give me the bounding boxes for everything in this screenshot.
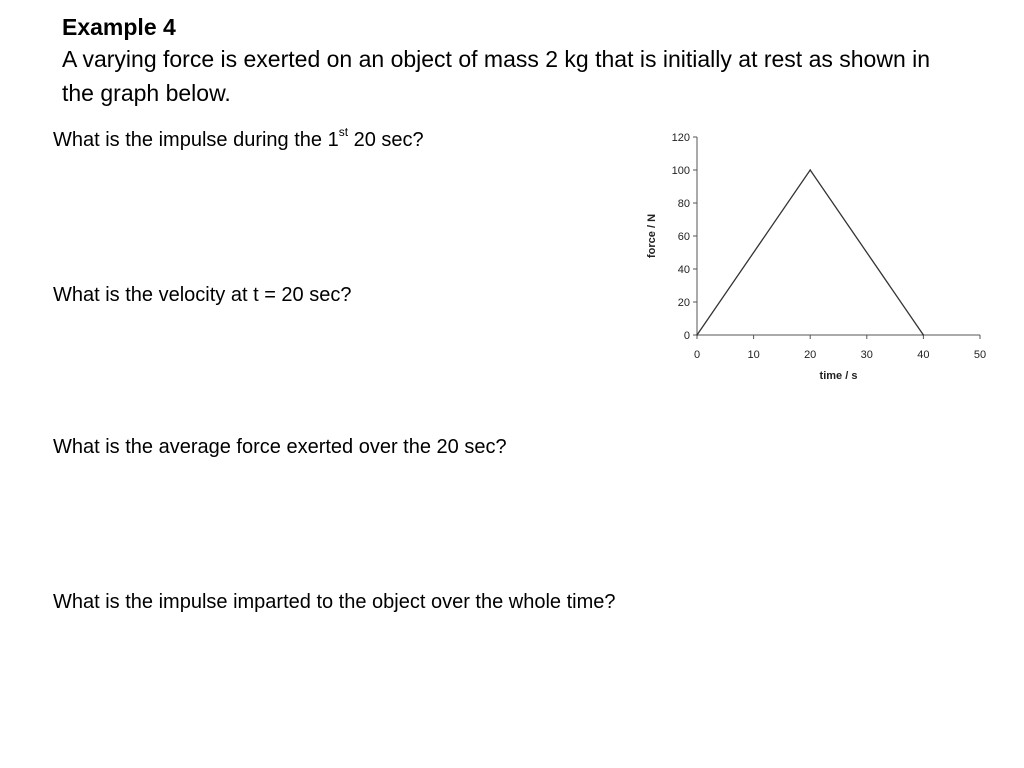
- x-tick-label: 50: [973, 349, 987, 361]
- question-velocity-at-20s: What is the velocity at t = 20 sec?: [53, 284, 352, 306]
- data-point: [696, 334, 698, 336]
- x-tick-label: 30: [860, 349, 873, 361]
- x-axis-title: time / s: [819, 370, 858, 382]
- problem-statement: A varying force is exerted on an object of mass 2 kg that is initially at rest as shown in the graph below.: [62, 46, 931, 106]
- x-tick-label: 40: [917, 349, 930, 361]
- force-time-chart-svg: [630, 120, 1010, 395]
- question-1-text-start: What is the impulse during the 1: [53, 129, 339, 151]
- example-title: Example 4: [62, 14, 176, 40]
- y-tick-label: 20: [677, 297, 690, 309]
- x-tick-label: 20: [804, 349, 817, 361]
- data-point: [809, 169, 811, 171]
- data-point: [923, 334, 925, 336]
- y-axis-title: force / N: [646, 213, 658, 259]
- question-average-force: What is the average force exerted over the 20 sec?: [53, 436, 507, 458]
- y-tick-label: 120: [671, 132, 690, 144]
- question-total-impulse: What is the impulse imparted to the object over the whole time?: [53, 591, 616, 613]
- y-tick-label: 80: [677, 198, 690, 210]
- slide-header: [62, 12, 962, 110]
- y-tick-label: 0: [683, 330, 690, 342]
- question-impulse-first-20s: [53, 127, 424, 153]
- question-1-text-end: 20 sec?: [348, 129, 424, 151]
- y-tick-label: 100: [671, 165, 690, 177]
- force-series-line: [697, 170, 923, 335]
- force-time-chart: [630, 120, 1010, 395]
- x-tick-label: 10: [747, 349, 760, 361]
- y-tick-label: 60: [677, 231, 690, 243]
- y-tick-label: 40: [677, 264, 690, 276]
- question-1-superscript: st: [338, 125, 349, 140]
- x-tick-label: 0: [693, 349, 701, 361]
